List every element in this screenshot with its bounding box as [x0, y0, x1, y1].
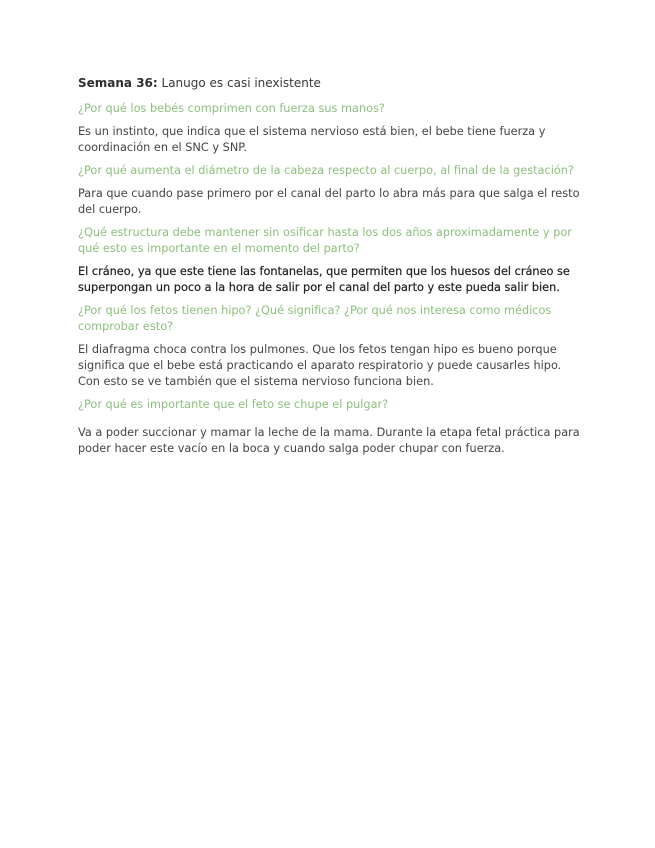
question-4: ¿Por qué los fetos tienen hipo? ¿Qué significa? ¿Por qué nos interesa como médicos comprobar esto?	[78, 304, 552, 333]
answer-3: El cráneo, ya que este tiene las fontanelas, que permiten que los huesos del cráneo se superpongan un poco a la hora de salir por el canal del parto y este pueda salir bien.	[78, 265, 570, 294]
answer-1: Es un instinto, que indica que el sistema nervioso está bien, el bebe tiene fuerza y coordinación en el SNC y SNP.	[78, 125, 546, 154]
answer-4: El diafragma choca contra los pulmones. Que los fetos tengan hipo es bueno porque significa que el bebe está practicando el aparato respiratorio y puede causarles hipo. Con esto se ve también que el sistema nervioso funciona bien.	[78, 343, 562, 388]
question-3: ¿Qué estructura debe mantener sin osificar hasta los dos años aproximadamente y por qué esto es importante en el momento del parto?	[78, 226, 572, 255]
answer-2: Para que cuando pase primero por el canal del parto lo abra más para que salga el resto del cuerpo.	[78, 187, 580, 216]
week-text: Lanugo es casi inexistente	[157, 76, 321, 90]
answer-5: Va a poder succionar y mamar la leche de la mama. Durante la etapa fetal práctica para poder hacer este vacío en la boca y cuando salga poder chupar con fuerza.	[78, 426, 580, 455]
page-heading	[78, 75, 585, 91]
week-label: Semana 36:	[78, 76, 158, 90]
question-1: ¿Por qué los bebés comprimen con fuerza sus manos?	[78, 102, 385, 115]
question-2: ¿Por qué aumenta el diámetro de la cabeza respecto al cuerpo, al final de la gestación?	[78, 164, 574, 177]
question-5: ¿Por qué es importante que el feto se chupe el pulgar?	[78, 398, 389, 411]
